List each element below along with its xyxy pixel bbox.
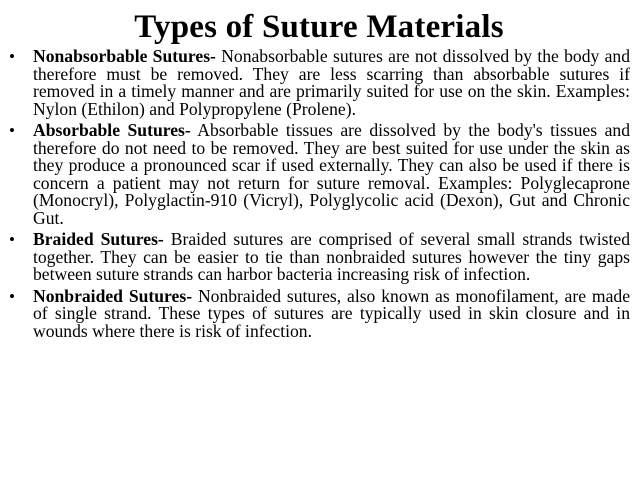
slide-title: Types of Suture Materials (134, 9, 504, 45)
bullet-icon: • (9, 121, 15, 140)
bullet-icon: • (9, 286, 15, 306)
bullet-term: Absorbable Sutures- (33, 120, 191, 140)
bullet-icon: • (9, 47, 15, 66)
bullet-item-braided (0, 231, 638, 284)
bullet-term: Nonabsorbable Sutures- (33, 46, 216, 66)
bullet-list (0, 48, 638, 344)
bullet-term: Braided Sutures- (33, 229, 164, 249)
bullet-item-nonabsorbable (0, 48, 638, 118)
bullet-term: Nonbraided Sutures- (33, 285, 193, 306)
bullet-text: Braided sutures are comprised of several small strands twisted together. They can be easier to tie than nonbraided sutures however the tiny gaps between suture strands can harbor bacteria increasing risk of infection. (33, 229, 630, 284)
bullet-icon: • (9, 230, 15, 249)
bullet-text: Nonbraided sutures, also known as monofilament, are made of single strand. These types of sutures are typically used in skin closure and in wounds where there is risk of infection. (33, 285, 630, 341)
bullet-text: Absorbable tissues are dissolved by the body's tissues and therefore do not need to be removed. They are best suited for use under the skin as they produce a pronounced scar if used externally. They can also be used if there is concern a patient may not return for suture removal. Examples: Polyglecaprone (Monocryl), Polyglactin-910 (Vicryl), Polyglycolic acid (Dexon), Gut and Chronic Gut. (33, 120, 631, 228)
bullet-text: Nonabsorbable sutures are not dissolved by the body and therefore must be removed. They are less scarring than absorbable sutures if removed in a timely manner and are primarily suited for use on the skin. Examples: Nylon (Ethilon) and Polypropylene (Prolene). (33, 46, 630, 119)
bullet-item-absorbable (0, 122, 638, 227)
bullet-item-nonbraided (0, 285, 638, 341)
